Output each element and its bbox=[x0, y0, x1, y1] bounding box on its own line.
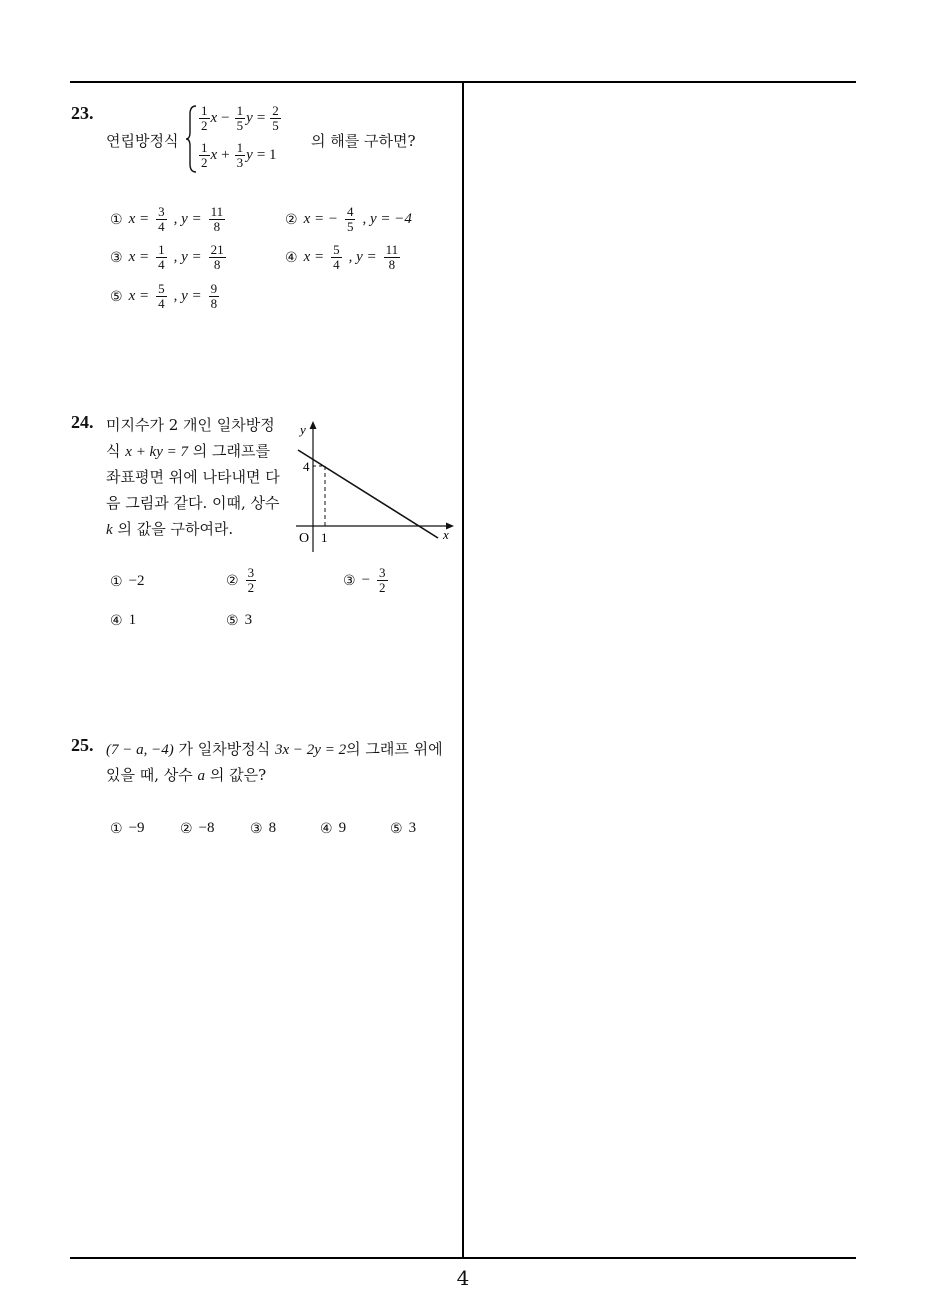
q23-prompt-prefix: 연립방정식 bbox=[106, 132, 179, 150]
q24-line-5: k 의 값을 구하여라. bbox=[106, 520, 234, 538]
q23-choice-1[interactable]: ① x = $\frac{3}{4}$ , y = $\frac{11}{8}$ bbox=[110, 204, 224, 234]
q25-choice-1[interactable]: ① −9 bbox=[110, 820, 145, 837]
brace-icon bbox=[186, 104, 198, 174]
q24-line-2: 식 x + ky = 7 의 그래프를 bbox=[106, 442, 270, 460]
y-axis-label: y bbox=[300, 422, 306, 437]
q24-choice-3[interactable]: ③ − $\frac{3}{2}$ bbox=[343, 565, 386, 595]
q25-choice-5[interactable]: ⑤ 3 bbox=[390, 820, 417, 837]
graph-line bbox=[298, 450, 438, 538]
q24-number: 24. bbox=[71, 412, 94, 432]
x-tick-label: 1 bbox=[321, 530, 328, 545]
q25-line-1: (7 − a, −4) 가 일차방정식 3x − 2y = 2의 그래프 위에 bbox=[106, 740, 443, 758]
column-divider bbox=[462, 81, 464, 1259]
q23-choice-5[interactable]: ⑤ x = $\frac{5}{4}$ , y = $\frac{9}{8}$ bbox=[110, 281, 218, 311]
q23-eq1: $\frac{1}{2}$ x − $\frac{1}{5}$ y = $\frac{2}{5}$ bbox=[201, 103, 279, 133]
q24-line-4: 음 그림과 같다. 이때, 상수 bbox=[106, 494, 280, 512]
q24-line-1: 미지수가 2 개인 일차방정 bbox=[106, 416, 275, 434]
q23-choice-4[interactable]: ④ x = $\frac{5}{4}$ , y = $\frac{11}{8}$ bbox=[285, 242, 399, 272]
q23-choice-2[interactable]: ② x = − $\frac{4}{5}$ , y = −4 bbox=[285, 204, 412, 234]
q25-line-2: 있을 때, 상수 a 의 값은? bbox=[106, 766, 267, 784]
x-axis-label: x bbox=[443, 527, 449, 542]
q25-choice-2[interactable]: ② −8 bbox=[180, 820, 215, 837]
q23-choice-3[interactable]: ③ x = $\frac{1}{4}$ , y = $\frac{21}{8}$ bbox=[110, 242, 224, 272]
y-tick-label: 4 bbox=[303, 459, 310, 474]
q24-coordinate-graph bbox=[296, 418, 460, 552]
q25-choice-4[interactable]: ④ 9 bbox=[320, 820, 347, 837]
origin-label: O bbox=[299, 531, 310, 546]
q23-prompt-suffix: 의 해를 구하면? bbox=[311, 132, 416, 150]
page-number: 4 bbox=[456, 1266, 470, 1290]
q24-choice-1[interactable]: ① −2 bbox=[110, 573, 145, 590]
q24-line-3: 좌표평면 위에 나타내면 다 bbox=[106, 468, 280, 486]
q24-choice-4[interactable]: ④ 1 bbox=[110, 612, 137, 629]
y-axis-arrow-icon bbox=[310, 421, 317, 429]
q25-choice-3[interactable]: ③ 8 bbox=[250, 820, 277, 837]
q25-number: 25. bbox=[71, 735, 94, 755]
q24-choice-2[interactable]: ② $\frac{3}{2}$ bbox=[226, 565, 255, 595]
q23-number: 23. bbox=[71, 103, 94, 123]
q24-choice-5[interactable]: ⑤ 3 bbox=[226, 612, 253, 629]
q23-eq2: $\frac{1}{2}$ x + $\frac{1}{3}$ y = 1 bbox=[201, 140, 277, 170]
bottom-rule bbox=[70, 1257, 856, 1259]
